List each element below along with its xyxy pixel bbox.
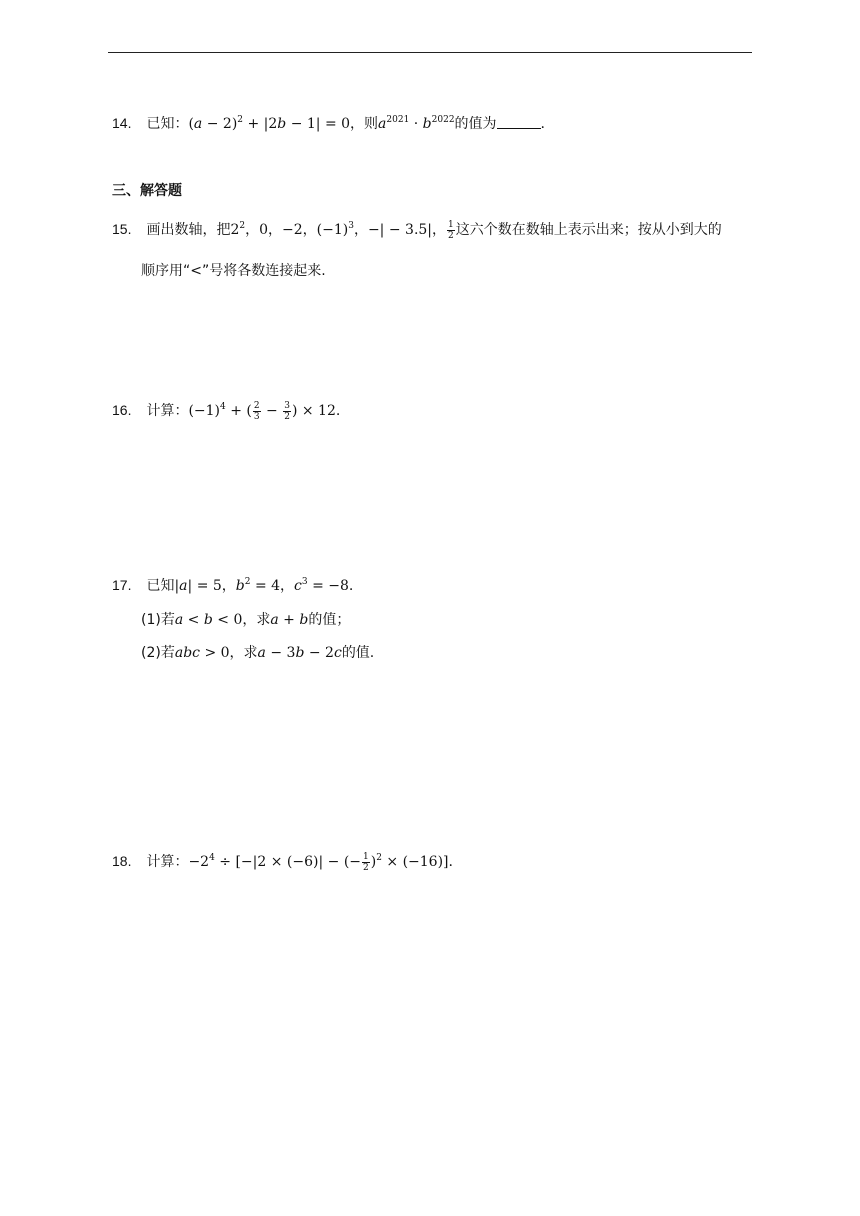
number-list: $2^2$，0，−2，$(-1)^3$，−| − 3.5|， $\frac{1}{2}$ [230,219,454,241]
equation: $(a - 2)^2 + |2b - 1| = 0$ [188,115,351,132]
header-rule [108,52,752,53]
question-17-part-1: (1)若a < b < 0，求a + b的值； [141,612,351,628]
question-17-part-2: (2)若abc > 0，求a − 3b − 2c的值. [141,645,375,661]
answer-blank [497,116,541,129]
question-18: 18. 计算：$-2^4 \div [-|2 \times (-6)|$ − (− $\frac{1}{2}$ )$^2$ × (−16)]. [112,851,453,873]
expression: $a^{2021} \cdot b^{2022}$ [378,115,455,132]
question-number: 15. [112,221,132,237]
question-number: 18. [112,853,132,869]
section-title: 三、解答题 [112,183,182,199]
question-text: 已知： [146,116,189,132]
conditions: |a| = 5，$b^2 = 4$，$c^3 = -8$. [174,577,354,594]
question-15: 15. 画出数轴，把$2^2$，0，−2，$(-1)^3$，−| − 3.5|， $\frac{1}{2}$ 这六个数在数轴上表示出来；按从小到大的 [112,219,722,241]
question-number: 14. [112,115,132,131]
question-14: 14. 已知：$(a - 2)^2 + |2b - 1| = 0$，则$a^{2021} \cdot b^{2022}$的值为 . [112,115,545,132]
question-17: 17. 已知|a| = 5，$b^2 = 4$，$c^3 = -8$. [112,577,354,594]
expression: $-2^4 \div [-|2 \times (-6)|$ − (− $\frac{1}{2}$ )$^2$ × (−16)] [188,851,449,873]
question-number: 17. [112,577,132,593]
question-16: 16. 计算：$(-1)^4$ + ( $\frac{2}{3}$ − $\frac{3}{2}$ ) × 12. [112,400,341,422]
question-number: 16. [112,402,132,418]
question-15-line2: 顺序用“<”号将各数连接起来. [141,263,326,279]
expression: $(-1)^4$ + ( $\frac{2}{3}$ − $\frac{3}{2}$ ) × 12 [188,400,336,422]
